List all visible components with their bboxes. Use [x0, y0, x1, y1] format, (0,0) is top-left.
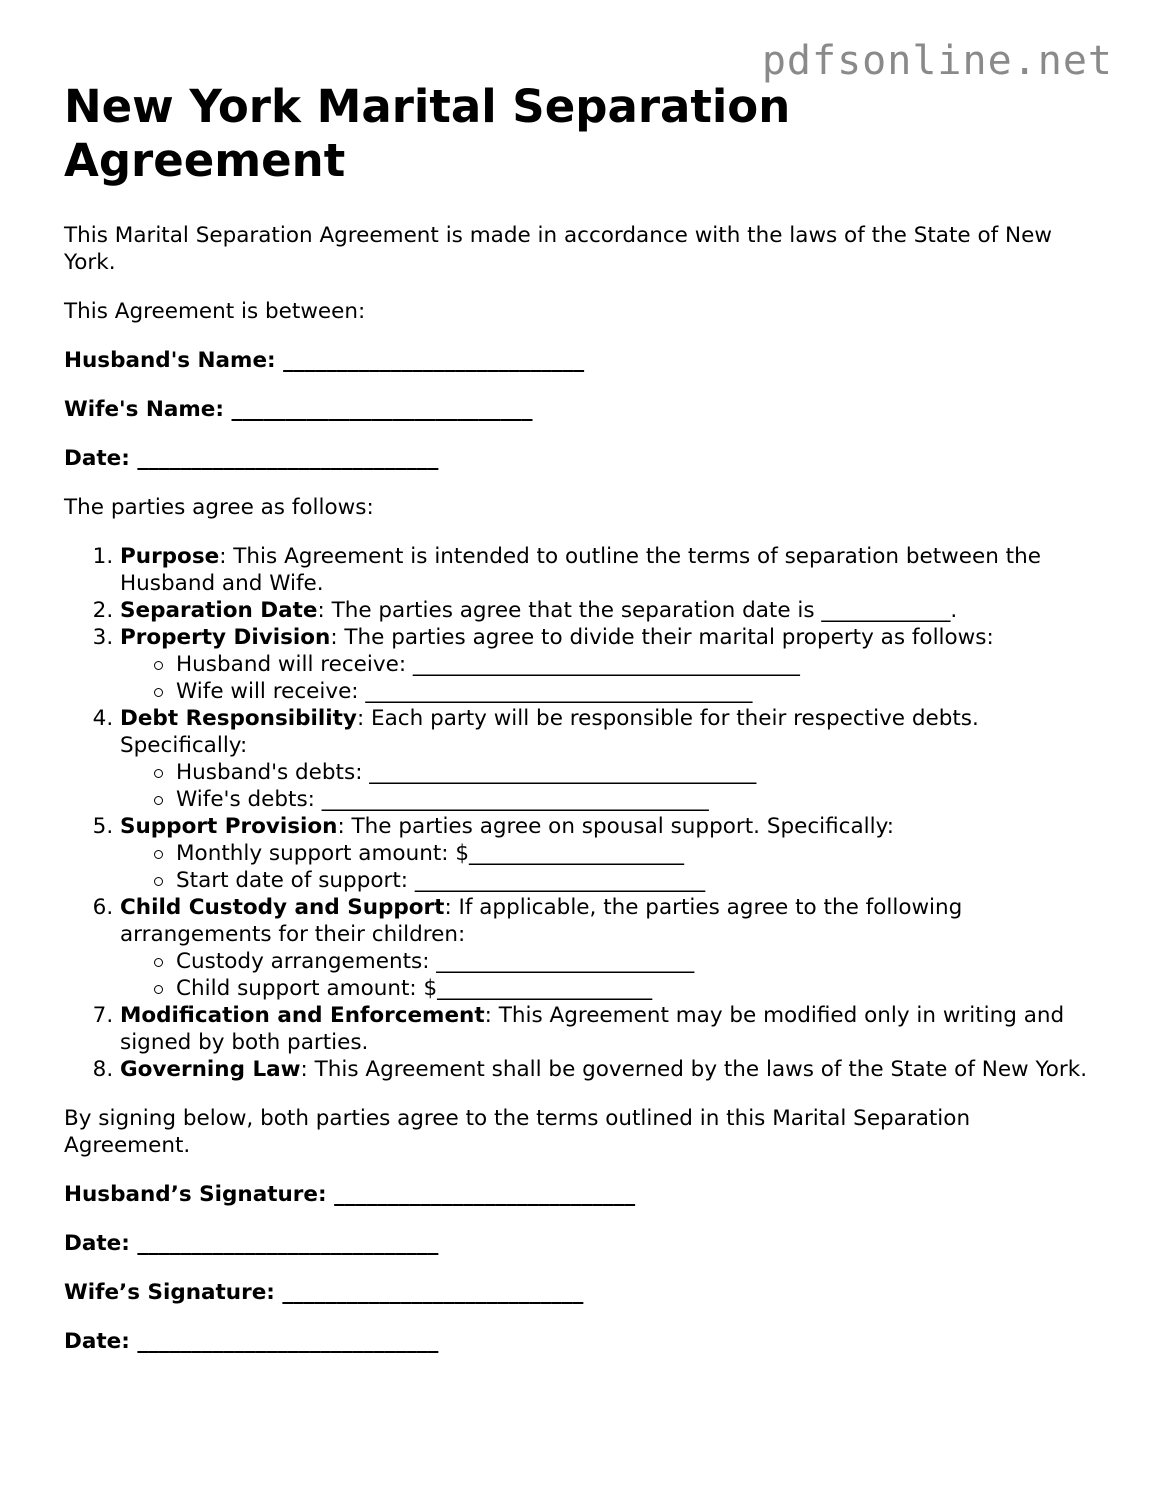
date-field[interactable]: [64, 445, 1094, 472]
field-blank[interactable]: ____________________________: [282, 1280, 584, 1305]
sub-item-husband-debts[interactable]: Husband's debts: ____________________________________: [176, 759, 1094, 786]
term-title: Support Provision: [120, 814, 338, 839]
watermark: pdfsonline.net: [761, 38, 1113, 84]
terms-list: [64, 543, 1094, 1083]
term-text: : This Agreement is intended to outline the terms of separation between the Husband and Wife.: [120, 544, 1041, 596]
closing-paragraph: By signing below, both parties agree to the terms outlined in this Marital Separation Agreement.: [64, 1106, 971, 1158]
husband-signature-field[interactable]: [64, 1181, 1094, 1208]
between-paragraph: This Agreement is between:: [64, 299, 366, 324]
term-text: : This Agreement may be modified only in writing and signed by both parties.: [120, 1003, 1065, 1055]
agree-follows-paragraph: The parties agree as follows:: [64, 495, 374, 520]
field-label: Husband's Name:: [64, 348, 276, 373]
term-text: : The parties agree that the separation date is ____________.: [317, 598, 958, 623]
term-title: Modification and Enforcement: [120, 1003, 485, 1028]
sub-item-monthly-support[interactable]: Monthly support amount: $____________________: [176, 840, 1094, 867]
term-title: Debt Responsibility: [120, 706, 357, 731]
husband-date-field[interactable]: [64, 1230, 1094, 1257]
document-body: [64, 80, 1094, 1355]
term-text: : If applicable, the parties agree to the following arrangements for their children:: [120, 895, 963, 947]
wife-date-field[interactable]: [64, 1328, 1094, 1355]
page-title: New York Marital Separation Agreement: [64, 80, 791, 187]
intro-paragraph: This Marital Separation Agreement is made in accordance with the laws of the State of New York.: [64, 223, 1052, 275]
term-modification: [120, 1002, 1094, 1056]
term-text: : The parties agree on spousal support. Specifically:: [337, 814, 895, 839]
term-property-division: [120, 624, 1094, 705]
term-debt-responsibility: [120, 705, 1094, 813]
wife-signature-field[interactable]: [64, 1279, 1094, 1306]
field-label: Date:: [64, 1329, 130, 1354]
field-blank[interactable]: ____________________________: [231, 397, 533, 422]
sub-item-support-start-date[interactable]: Start date of support: ___________________________: [176, 867, 1094, 894]
field-label: Date:: [64, 1231, 130, 1256]
sub-item-wife-receive[interactable]: Wife will receive: ____________________________________: [176, 678, 1094, 705]
term-title: Governing Law: [120, 1057, 301, 1082]
term-text: : This Agreement shall be governed by the laws of the State of New York.: [300, 1057, 1088, 1082]
term-text: : The parties agree to divide their marital property as follows:: [330, 625, 994, 650]
term-separation-date: [120, 597, 1094, 624]
sub-list: [120, 759, 1094, 813]
field-blank[interactable]: ____________________________: [137, 1329, 439, 1354]
sub-item-husband-receive[interactable]: Husband will receive: ____________________________________: [176, 651, 1094, 678]
husband-name-field[interactable]: [64, 347, 1094, 374]
term-title: Property Division: [120, 625, 331, 650]
term-text: : Each party will be responsible for their respective debts. Specifically:: [120, 706, 979, 758]
field-blank[interactable]: ____________________________: [283, 348, 585, 373]
term-purpose: [120, 543, 1094, 597]
field-blank[interactable]: ____________________________: [137, 446, 439, 471]
sub-list: [120, 840, 1094, 894]
term-title: Purpose: [120, 544, 220, 569]
term-title: Separation Date: [120, 598, 318, 623]
field-label: Wife's Name:: [64, 397, 224, 422]
sub-item-wife-debts[interactable]: Wife's debts: ____________________________________: [176, 786, 1094, 813]
term-title: Child Custody and Support: [120, 895, 445, 920]
wife-name-field[interactable]: [64, 396, 1094, 423]
term-support-provision: [120, 813, 1094, 894]
field-blank[interactable]: ____________________________: [137, 1231, 439, 1256]
sub-list: [120, 651, 1094, 705]
sub-item-child-support[interactable]: Child support amount: $____________________: [176, 975, 1094, 1002]
field-label: Date:: [64, 446, 130, 471]
term-governing-law: [120, 1056, 1094, 1083]
field-label: Husband’s Signature:: [64, 1182, 327, 1207]
sub-item-custody-arrangements[interactable]: Custody arrangements: ________________________: [176, 948, 1094, 975]
term-child-custody: [120, 894, 1094, 1002]
sub-list: [120, 948, 1094, 1002]
field-label: Wife’s Signature:: [64, 1280, 275, 1305]
field-blank[interactable]: ____________________________: [334, 1182, 636, 1207]
